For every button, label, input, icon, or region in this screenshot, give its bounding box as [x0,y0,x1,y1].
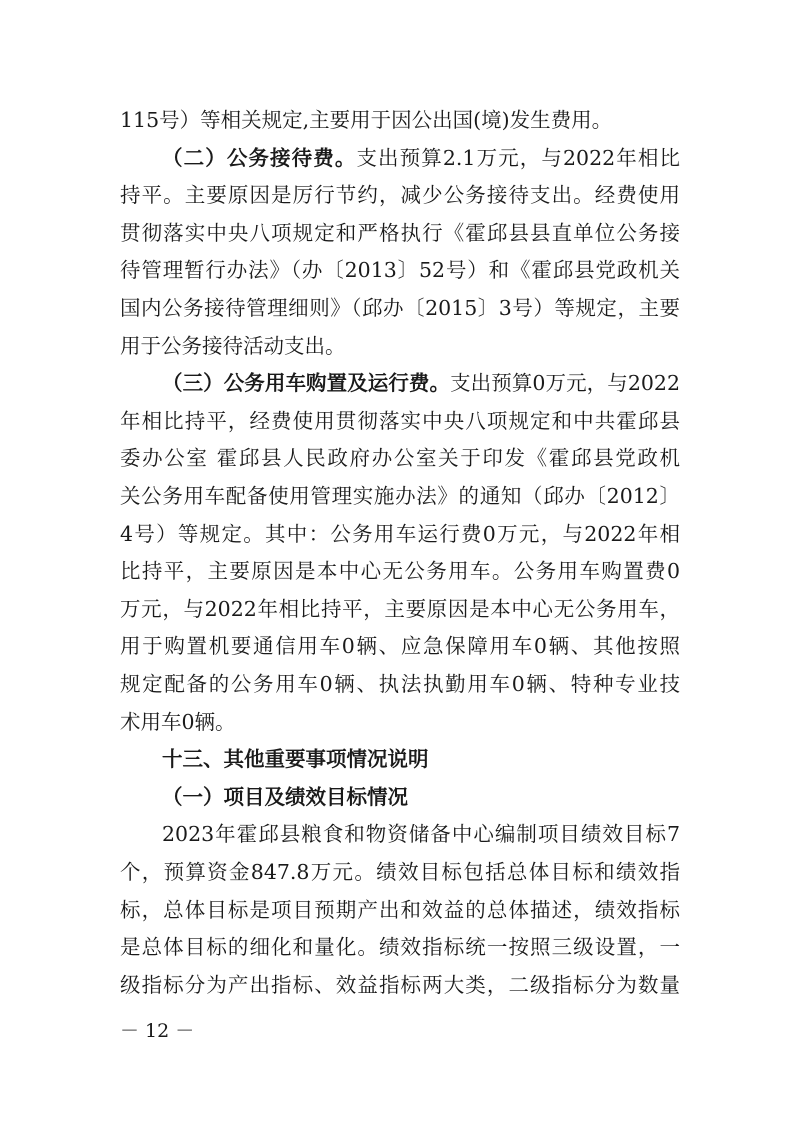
text-line [120,892,680,928]
text-line [120,177,680,213]
subsection-heading [162,779,680,815]
section-heading-text: 十三、其他重要事项情况说明 [162,747,429,772]
text-line [120,215,680,251]
subsection-lead: （三）公务用车购置及运行费。 [162,371,451,396]
text-line [120,440,680,476]
text-line [120,516,680,552]
text-line [120,666,680,702]
line-text: 万元，与2022年相比持平，主要原因是本中心无公务用车， [120,596,680,621]
line-text: 115号）等相关规定,主要用于因公出国(境)发生费用。 [120,108,613,132]
line-text: 用于购置机要通信用车0辆、应急保障用车0辆、其他按照 [120,634,680,659]
section-heading [162,741,680,777]
paragraph-first-line [162,816,680,852]
text-line [120,290,680,326]
line-text: 术用车0辆。 [120,709,236,734]
line-text: 级指标分为产出指标、效益指标两大类，二级指标分为数量 [120,972,680,997]
line-text: 年相比持平，经费使用贯彻落实中央八项规定和中共霍邱县 [120,408,680,433]
text-line [120,328,680,364]
page-number: － 12 － [120,1020,195,1042]
line-text: 待管理暂行办法》（办〔2013〕52号）和《霍邱县党政机关 [120,258,680,283]
line-text: 是总体目标的细化和量化。绩效指标统一按照三级设置，一 [120,935,680,960]
line-text: 支出预算0万元，与2022 [450,371,681,396]
text-line [120,403,680,439]
section-paragraph-line [162,365,680,401]
text-line [120,102,680,138]
text-line [120,929,680,965]
line-text: 4号）等规定。其中：公务用车运行费0万元，与2022年相 [120,521,680,546]
text-line [120,704,680,740]
subsection-lead: （二）公务接待费。 [162,145,357,170]
line-text: 关公务用车配备使用管理实施办法》的通知（邱办〔2012〕 [120,484,680,508]
text-line [120,591,680,627]
line-text: 标，总体目标是项目预期产出和效益的总体描述，绩效指标 [120,897,680,922]
text-line [120,553,680,589]
text-line [120,628,680,664]
section-paragraph-line [162,140,680,176]
line-text: 支出预算2.1万元，与2022年相比 [356,145,680,170]
line-text: 用于公务接待活动支出。 [120,333,346,358]
text-line [120,854,680,890]
line-text: 贯彻落实中央八项规定和严格执行《霍邱县县直单位公务接 [120,220,680,245]
text-line [120,252,680,288]
line-text: 个，预算资金847.8万元。绩效目标包括总体目标和绩效指 [120,860,680,884]
line-text: 比持平，主要原因是本中心无公务用车。公务用车购置费0 [120,559,680,584]
line-text: 委办公室 霍邱县人民政府办公室关于印发《霍邱县党政机 [120,446,680,471]
line-text: 持平。主要原因是厉行节约，减少公务接待支出。经费使用 [120,183,680,208]
line-text: 国内公务接待管理细则》（邱办〔2015〕3号）等规定，主要 [120,296,680,320]
text-line [120,967,680,1003]
text-line [120,478,680,514]
line-text: 2023年霍邱县粮食和物资储备中心编制项目绩效目标7 [162,822,680,847]
subsection-heading-text: （一）项目及绩效目标情况 [162,784,408,809]
line-text: 规定配备的公务用车0辆、执法执勤用车0辆、特种专业技 [120,672,680,696]
